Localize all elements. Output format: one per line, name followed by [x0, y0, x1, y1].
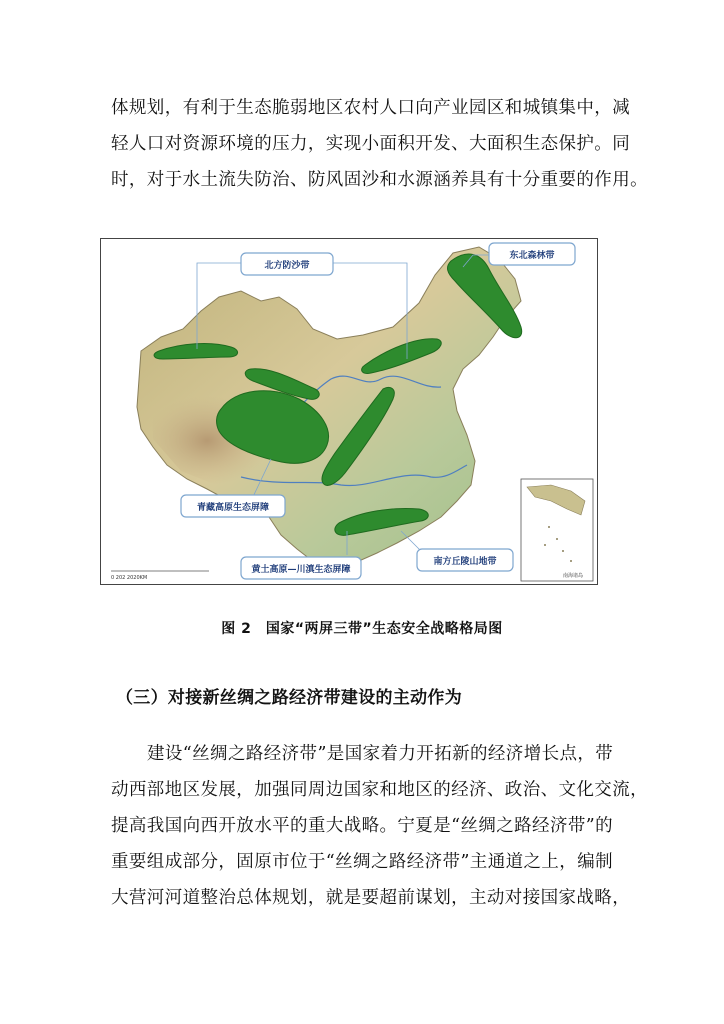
paragraph-1: [111, 90, 648, 198]
scale-bar: [111, 571, 209, 581]
label-qinghai-tibet-text: 青藏高原生态屏障: [196, 503, 270, 513]
figure-caption: 图 2 国家“两屏三带”生态安全战略格局图: [221, 621, 503, 637]
paragraph-2-line: 提高我国向西开放水平的重大战略。宁夏是“丝绸之路经济带”的: [111, 816, 613, 836]
label-south-hills-text: 南方丘陵山地带: [433, 557, 497, 567]
paragraph-1-line: 时，对于水土流失防治、防风固沙和水源涵养具有十分重要的作用。: [111, 170, 648, 190]
label-northeast-forest-text: 东北森林带: [509, 251, 555, 261]
label-loess-sichuan-text: 黄土高原—川滇生态屏障: [251, 565, 351, 575]
label-northeast-forest: [489, 243, 575, 265]
label-south-hills: [417, 549, 513, 571]
map-svg: [101, 239, 597, 584]
paragraph-1-line: 轻人口对资源环境的压力，实现小面积开发、大面积生态保护。同: [111, 134, 631, 154]
ecological-security-map: [100, 238, 598, 585]
label-qinghai-tibet: [181, 495, 285, 517]
paragraph-2-line: 建设“丝绸之路经济带”是国家着力开拓新的经济增长点，带: [147, 744, 614, 764]
label-north-sand: [241, 253, 333, 275]
section-heading: （三）对接新丝绸之路经济带建设的主动作为: [116, 688, 462, 708]
paragraph-2-line: 重要组成部分，固原市位于“丝绸之路经济带”主通道之上，编制: [111, 852, 613, 872]
south-china-sea-inset: [521, 479, 593, 581]
paragraph-2-line: 动西部地区发展，加强同周边国家和地区的经济、政治、文化交流，: [111, 780, 648, 800]
label-loess-sichuan: [241, 557, 361, 579]
inset-label: 南海诸岛: [562, 573, 584, 579]
scale-bar-text: 0 202 2020KM: [111, 575, 148, 581]
paragraph-2-line: 大营河河道整治总体规划，就是要超前谋划，主动对接国家战略，: [111, 888, 631, 908]
paragraph-1-line: 体规划，有利于生态脆弱地区农村人口向产业园区和城镇集中，减: [111, 98, 631, 118]
paragraph-2: [111, 736, 648, 916]
label-north-sand-text: 北方防沙带: [264, 261, 310, 271]
